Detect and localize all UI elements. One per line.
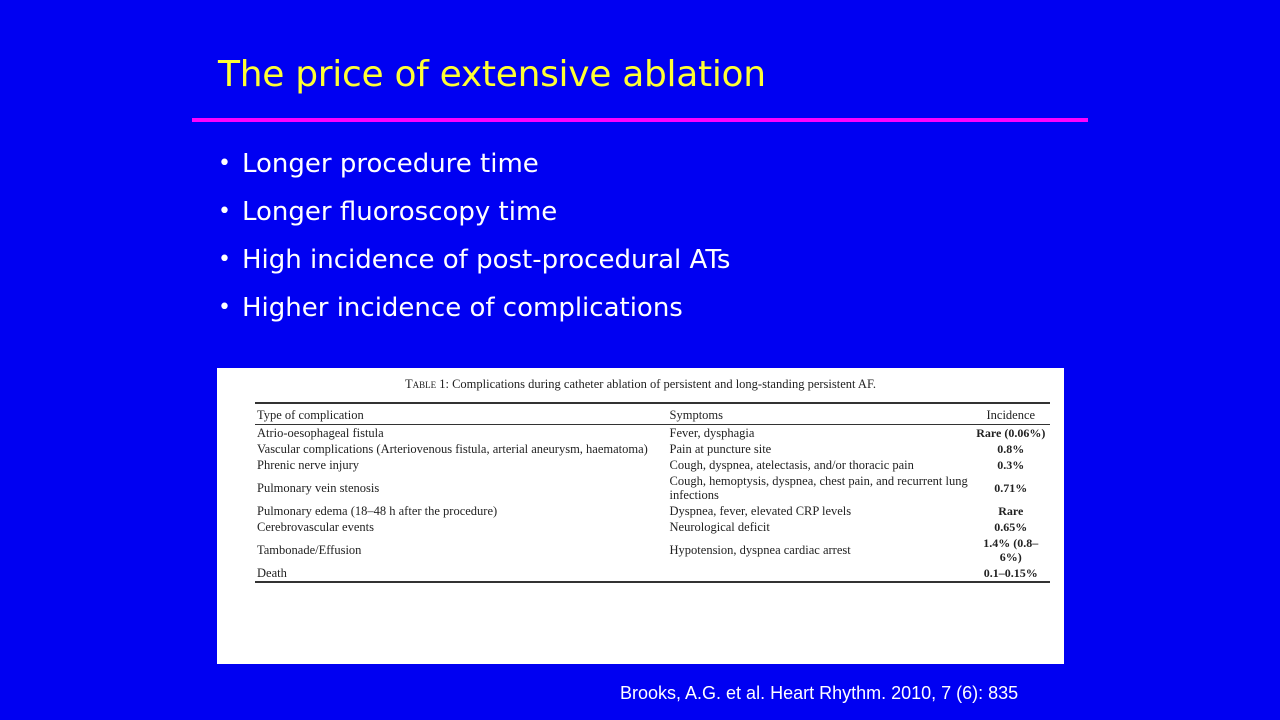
cell-symptoms: Dyspnea, fever, elevated CRP levels xyxy=(669,504,852,518)
cell-type: Phrenic nerve injury xyxy=(257,458,360,472)
bullet-item xyxy=(218,188,730,236)
cell-type: Vascular complications (Arteriovenous fistula, arterial aneurysm, haematoma) xyxy=(257,442,648,456)
cell-incidence: 1.4% (0.8–6%) xyxy=(983,536,1039,564)
table-row xyxy=(255,457,1050,473)
cell-symptoms: Pain at puncture site xyxy=(669,442,772,456)
header-type-of-complication: Type of complication xyxy=(257,407,364,422)
bullet-item xyxy=(218,236,730,284)
table-row xyxy=(255,441,1050,457)
bullet-text: Longer fluoroscopy time xyxy=(242,197,558,227)
cell-symptoms: Cough, hemoptysis, dyspnea, chest pain, and recurrent lung infections xyxy=(669,474,968,502)
cell-symptoms: Cough, dyspnea, atelectasis, and/or thoracic pain xyxy=(669,458,914,472)
bullet-dot-icon: • xyxy=(218,199,231,224)
table-row xyxy=(255,535,1050,565)
bullet-text: High incidence of post-procedural ATs xyxy=(242,245,731,275)
complications-table-image xyxy=(217,368,1064,664)
cell-incidence: 0.8% xyxy=(997,442,1025,456)
table-row xyxy=(255,503,1050,519)
cell-incidence: Rare xyxy=(998,504,1024,518)
table-row xyxy=(255,565,1050,582)
table-caption-label: Table 1: xyxy=(404,377,449,391)
cell-type: Atrio-oesophageal fistula xyxy=(257,426,384,440)
cell-type: Pulmonary edema (18–48 h after the procedure) xyxy=(257,504,498,518)
cell-symptoms: Fever, dysphagia xyxy=(669,426,755,440)
bullet-text: Longer procedure time xyxy=(242,149,539,179)
cell-type: Cerebrovascular events xyxy=(257,520,374,534)
cell-type: Death xyxy=(257,566,287,580)
cell-incidence: 0.71% xyxy=(994,481,1028,495)
cell-incidence: Rare (0.06%) xyxy=(976,426,1046,440)
table-row xyxy=(255,425,1050,442)
complications-table xyxy=(255,402,1050,583)
header-symptoms: Symptoms xyxy=(669,407,724,422)
bullet-list xyxy=(218,140,730,332)
title-divider xyxy=(192,118,1088,122)
table-row xyxy=(255,519,1050,535)
bullet-dot-icon: • xyxy=(218,295,231,320)
bullet-item xyxy=(218,284,730,332)
table-caption xyxy=(217,377,1064,392)
cell-type: Pulmonary vein stenosis xyxy=(257,481,380,495)
citation: Brooks, A.G. et al. Heart Rhythm. 2010, 7 (6): 835 xyxy=(620,683,1019,703)
cell-symptoms: Hypotension, dyspnea cardiac arrest xyxy=(669,543,851,557)
cell-incidence: 0.1–0.15% xyxy=(983,566,1038,580)
slide-title: The price of extensive ablation xyxy=(218,54,766,95)
table-header-row xyxy=(255,403,1050,425)
cell-type: Tambonade/Effusion xyxy=(257,543,362,557)
table-row xyxy=(255,473,1050,503)
cell-symptoms: Neurological deficit xyxy=(669,520,770,534)
cell-incidence: 0.65% xyxy=(994,520,1028,534)
header-incidence: Incidence xyxy=(986,407,1036,422)
cell-symptoms xyxy=(668,565,972,582)
bullet-dot-icon: • xyxy=(218,151,231,176)
bullet-dot-icon: • xyxy=(218,247,231,272)
table-caption-text: Complications during catheter ablation of persistent and long-standing persistent AF. xyxy=(452,377,877,391)
cell-incidence: 0.3% xyxy=(997,458,1025,472)
bullet-text: Higher incidence of complications xyxy=(242,293,683,323)
bullet-item xyxy=(218,140,730,188)
